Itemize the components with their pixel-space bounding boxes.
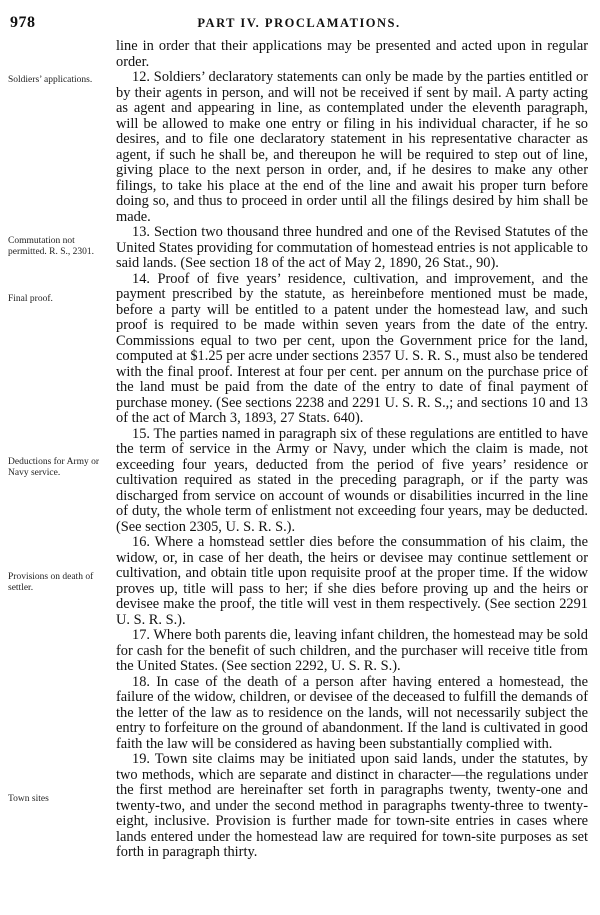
paragraph-18: 18. In case of the death of a person after having entered a homestead, the failure of the widow, children, or devisee of the deceased to fulfill the demands of the letter of the law as to residence on the lands, will not necessarily subject the entry to forfeiture on the ground of abandonment. If the land is cultivated in good faith the law will be considered as having been substantially complied with. — [116, 673, 588, 752]
side-note-deductions: Deductions for Army or Navy service. — [8, 457, 100, 478]
side-note-commutation: Commutation not permitted. R. S., 2301. — [8, 236, 95, 257]
body-text — [116, 39, 588, 861]
side-note-provisions-on-death: Provisions on death of settler. — [8, 572, 94, 593]
paragraph-13: 13. Section two thousand three hundred and one of the Revised Statutes of the United States providing for commutation of homestead entries is not applicable to said lands. (See section 18 of the act of May 2, 1890, 26 Stat., 90). — [116, 224, 588, 271]
side-note-final-proof: Final proof. — [8, 294, 53, 304]
paragraph-12: 12. Soldiers’ declaratory statements can only be made by the parties entitled or by their agents in person, and will not be received if sent by mail. A party acting as agent and appearing in line, as contemplated under the eleventh paragraph, will be allowed to make one entry or filing in his individual character, if he so desires, and to file one declaratory statement in his representative character as agent, if such he shall be, and thereupon he will be required to step out of line, giving place to the next person in order, and, if he desires to make any other filings, to take his place at the end of the line and await his proper turn before doing so, and thus to proceed in order until all the filings desired by him shall be made. — [116, 69, 588, 225]
page-header — [10, 14, 588, 34]
side-note-town-sites: Town sites — [8, 794, 49, 804]
paragraph-16: 16. Where a homstead settler dies before the consummation of his claim, the widow, or, in case of her death, the heirs or devisee may continue settlement or cultivation, and obtain title upon requisite proof at the proper time. If the widow proves up, title will pass to her; if she dies before proving up and the heirs or devisee make the proof, the title will vest in them respectively. (See section 2291 U. S. R. S.). — [116, 534, 588, 628]
page-number: 978 — [10, 14, 36, 31]
paragraph-19: 19. Town site claims may be initiated upon said lands, under the statutes, by two methods, which are separate and distinct in character—the regulations under the first method are hereinafter set forth in paragraphs twenty, twenty-one and twenty-two, and under the second method in paragraphs twenty-three to twenty-eight, inclusive. Provision is further made for town-site entries in cases where lands entered under the homestead law are required for town-site purposes as set forth in paragraph thirty. — [116, 751, 588, 860]
paragraph-continuation: line in order that their applications may be presented and acted upon in regular order. — [116, 38, 588, 70]
paragraph-14: 14. Proof of five years’ residence, cultivation, and improvement, and the payment prescribed by the statute, as hereinbefore mentioned must be made, before a party will be entitled to a patent under the homestead law, and such proof is required to be made within seven years from the date of the entry. Commissions equal to two per cent, upon the Government price for the land, computed at $1.25 per acre under sections 2357 U. S. R. S., must also be tendered with the final proof. Interest at four per cent. per annum on the purchase price of the land must be paid from the date of the entry to date of final payment of purchase money. (See sections 2238 and 2291 U. S. R. S.,; and sections 10 and 13 of the act of March 3, 1893, 27 Stats. 640). — [116, 270, 588, 426]
paragraph-15: 15. The parties named in paragraph six of these regulations are entitled to have the term of service in the Army or Navy, under which the claim is made, not exceeding four years, deducted from the period of five years’ residence or cultivation required as stated in the preceding paragraph, or if the party was discharged from service on account of wounds or disabilities incurred in the line of duty, the whole term of enlistment not exceeding four years, may be deducted. (See section 2305, U. S. R. S.). — [116, 425, 588, 535]
paragraph-17: 17. Where both parents die, leaving infant children, the homestead may be sold for cash for the benefit of such children, and the purchaser will receive title from the United States. (See section 2292, U. S. R. S.). — [116, 627, 588, 674]
side-note-soldiers: Soldiers’ applications. — [8, 75, 93, 85]
running-head: PART IV. PROCLAMATIONS. — [197, 16, 401, 30]
